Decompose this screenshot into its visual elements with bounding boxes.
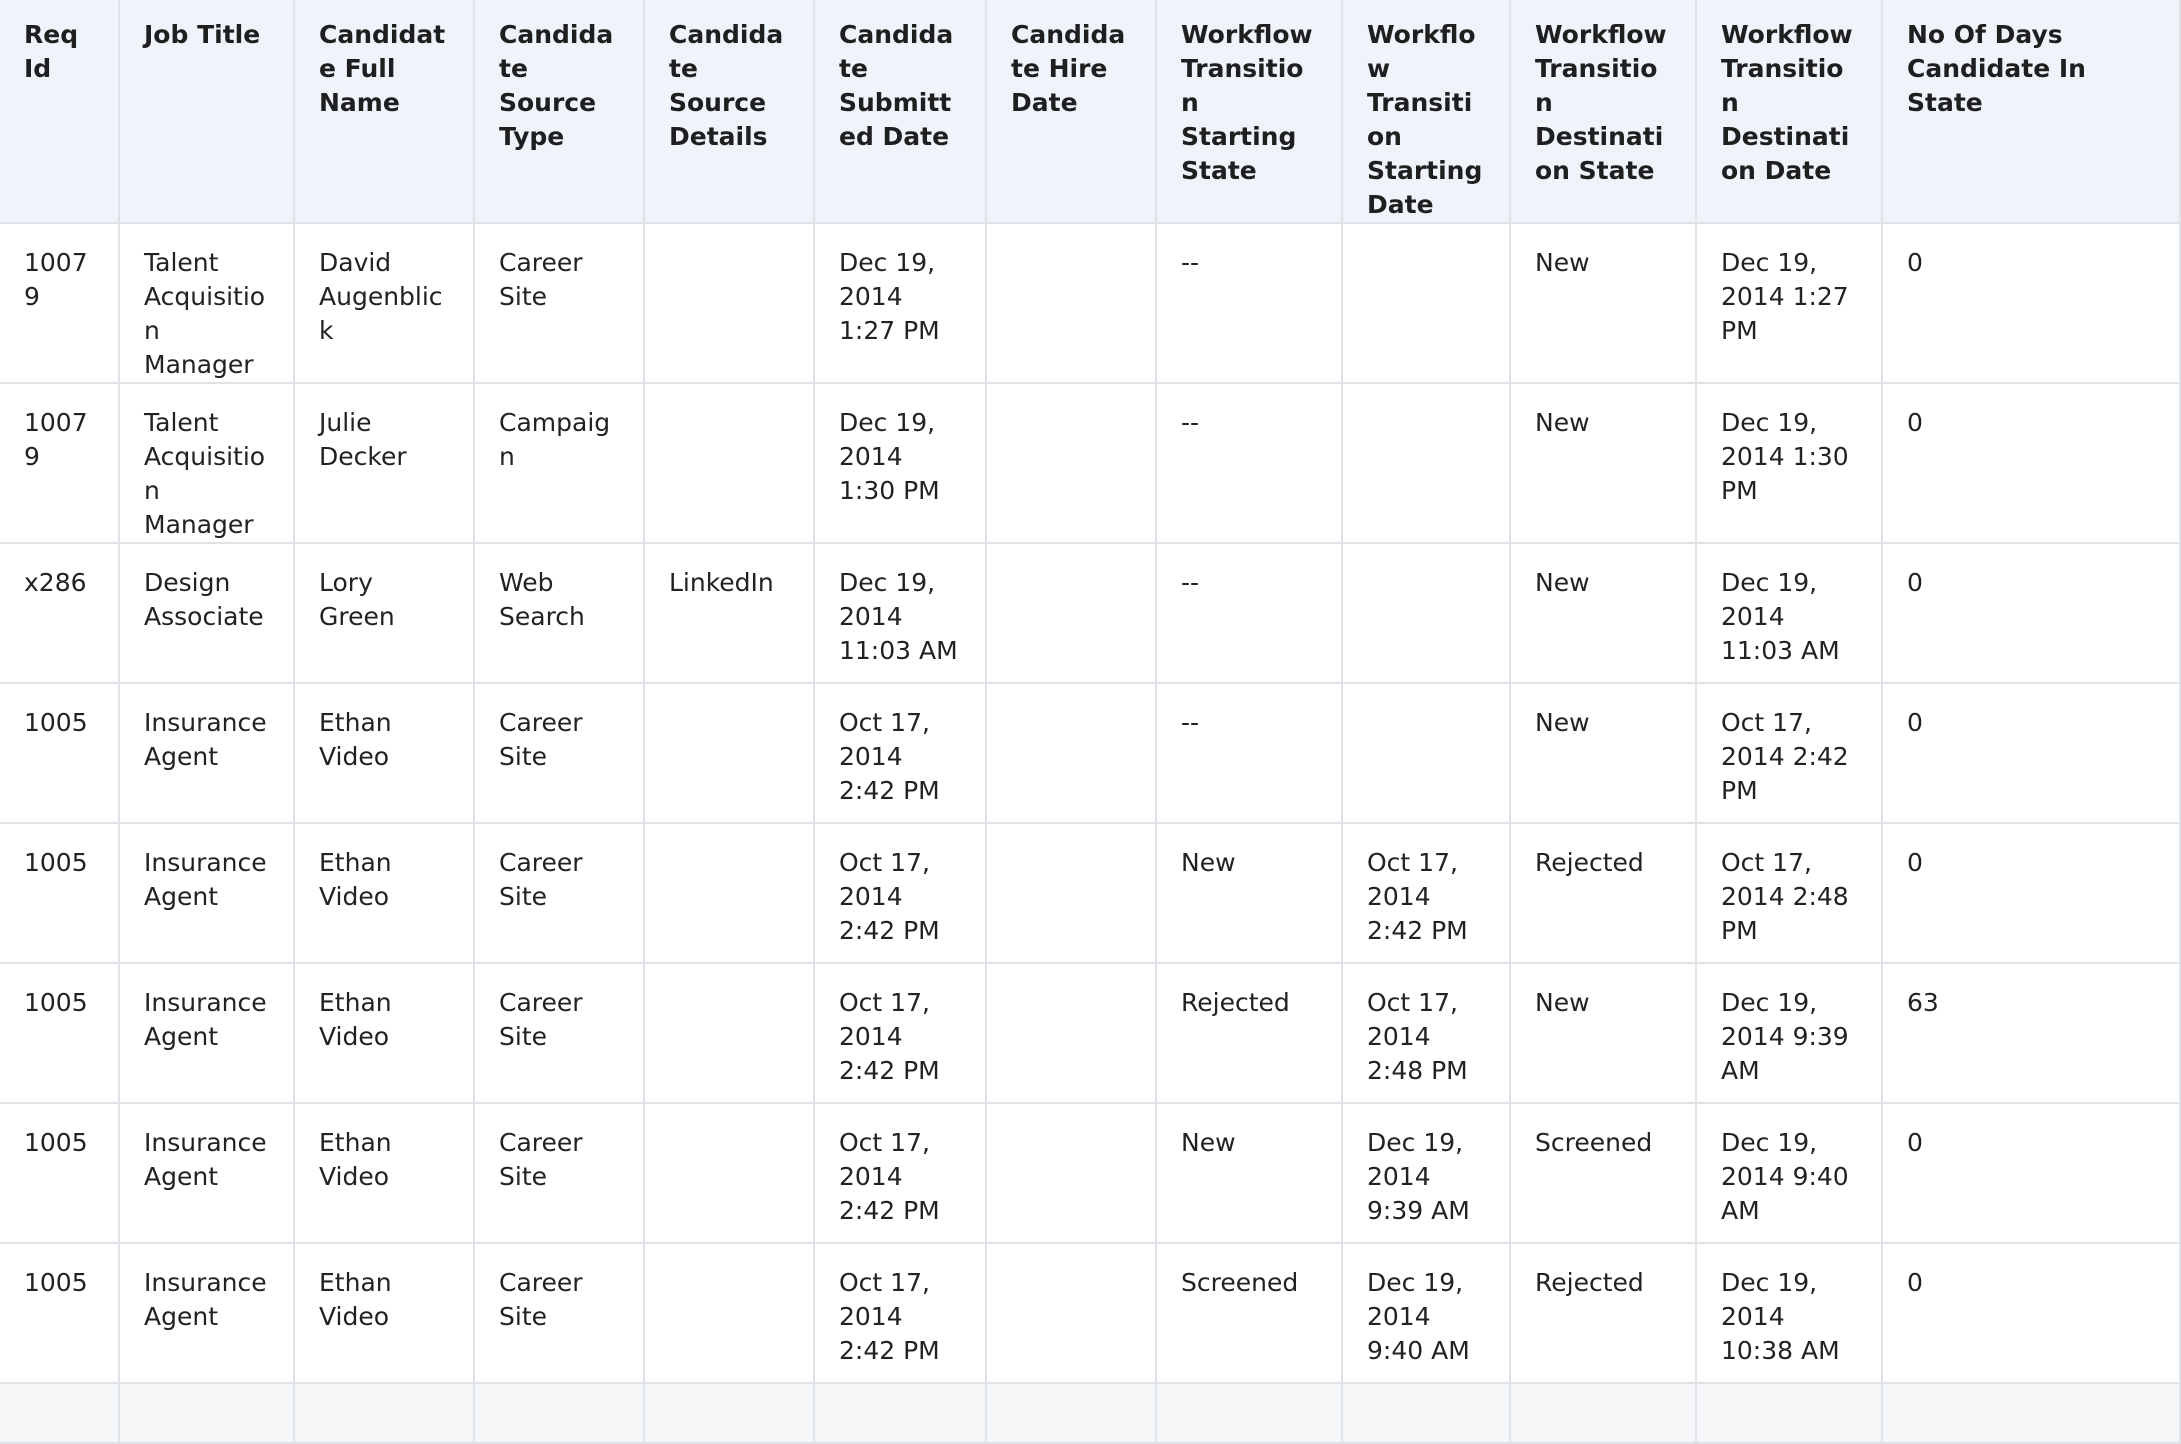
- cell-hire-date: [986, 1243, 1156, 1383]
- cell-source-details: [644, 823, 814, 963]
- table-row[interactable]: [0, 543, 2180, 683]
- cell-source-details: [644, 223, 814, 383]
- cell-destination-date: Dec 19, 2014 9:40 AM: [1696, 1103, 1882, 1243]
- table-body: [0, 223, 2180, 1443]
- cell-destination-state: Screened: [1510, 1103, 1696, 1243]
- cell-hire-date: [986, 683, 1156, 823]
- cell-submitted-date: Oct 17, 2014 2:42 PM: [814, 823, 986, 963]
- cell-source-details: LinkedIn: [644, 543, 814, 683]
- cell-destination-state: New: [1510, 383, 1696, 543]
- cell-days-in-state: 0: [1882, 1103, 2180, 1243]
- cell-source-details: [644, 1243, 814, 1383]
- cell-destination-date: Dec 19, 2014 9:39 AM: [1696, 963, 1882, 1103]
- cell-destination-date: Dec 19, 2014 1:27 PM: [1696, 223, 1882, 383]
- cell-starting-state: New: [1156, 823, 1342, 963]
- cell-starting-state: New: [1156, 1103, 1342, 1243]
- cell-submitted-date: Dec 19, 2014 1:30 PM: [814, 383, 986, 543]
- column-header-destination-state[interactable]: Workflow Transition Destination State: [1510, 0, 1696, 223]
- cell-job-title: Design Associate: [119, 543, 294, 683]
- column-header-candidate-submitted-date[interactable]: Candidate Submitted Date: [814, 0, 986, 223]
- column-header-job-title[interactable]: Job Title: [119, 0, 294, 223]
- cell-source-details: [644, 383, 814, 543]
- cell-starting-date: Dec 19, 2014 9:40 AM: [1342, 1243, 1510, 1383]
- cell-starting-state: --: [1156, 543, 1342, 683]
- cell-req-id: 1005: [0, 823, 119, 963]
- cell-source-type: Career Site: [474, 223, 644, 383]
- cell-starting-date: Dec 19, 2014 9:39 AM: [1342, 1103, 1510, 1243]
- cell-destination-date: Oct 17, 2014 2:42 PM: [1696, 683, 1882, 823]
- cell-candidate-name: Julie Decker: [294, 383, 474, 543]
- cell-destination-date: Dec 19, 2014 11:03 AM: [1696, 543, 1882, 683]
- column-header-starting-state[interactable]: Workflow Transition Starting State: [1156, 0, 1342, 223]
- header-row: [0, 0, 2180, 223]
- cell-source-type: Career Site: [474, 1103, 644, 1243]
- cell-days-in-state: 63: [1882, 963, 2180, 1103]
- table-row-partial: [0, 1383, 2180, 1443]
- cell-starting-state: --: [1156, 223, 1342, 383]
- cell-starting-date: [1342, 683, 1510, 823]
- cell-job-title: Insurance Agent: [119, 1103, 294, 1243]
- cell-hire-date: [986, 963, 1156, 1103]
- cell-submitted-date: Dec 19, 2014 11:03 AM: [814, 543, 986, 683]
- cell-source-type: Career Site: [474, 683, 644, 823]
- cell-days-in-state: 0: [1882, 823, 2180, 963]
- cell-submitted-date: Dec 19, 2014 1:27 PM: [814, 223, 986, 383]
- cell-source-type: Career Site: [474, 823, 644, 963]
- cell-source-type: Career Site: [474, 1243, 644, 1383]
- cell-source-type: Web Search: [474, 543, 644, 683]
- cell-hire-date: [986, 1103, 1156, 1243]
- cell-req-id: x286: [0, 543, 119, 683]
- cell-days-in-state: 0: [1882, 543, 2180, 683]
- cell-source-details: [644, 963, 814, 1103]
- table-row[interactable]: [0, 823, 2180, 963]
- column-header-destination-date[interactable]: Workflow Transition Destination Date: [1696, 0, 1882, 223]
- cell-candidate-name: Ethan Video: [294, 963, 474, 1103]
- cell-candidate-name: Ethan Video: [294, 823, 474, 963]
- table-row[interactable]: [0, 1243, 2180, 1383]
- cell-candidate-name: David Augenblick: [294, 223, 474, 383]
- cell-req-id: 1005: [0, 1103, 119, 1243]
- cell-destination-state: Rejected: [1510, 1243, 1696, 1383]
- cell-source-details: [644, 1103, 814, 1243]
- cell-req-id: 1005: [0, 963, 119, 1103]
- cell-destination-state: New: [1510, 683, 1696, 823]
- cell-destination-date: Oct 17, 2014 2:48 PM: [1696, 823, 1882, 963]
- cell-source-type: Career Site: [474, 963, 644, 1103]
- cell-req-id: 10079: [0, 223, 119, 383]
- cell-submitted-date: Oct 17, 2014 2:42 PM: [814, 963, 986, 1103]
- column-header-candidate-hire-date[interactable]: Candidate Hire Date: [986, 0, 1156, 223]
- cell-destination-date: Dec 19, 2014 10:38 AM: [1696, 1243, 1882, 1383]
- cell-starting-state: Screened: [1156, 1243, 1342, 1383]
- table-row[interactable]: [0, 963, 2180, 1103]
- column-header-candidate-full-name[interactable]: Candidate Full Name: [294, 0, 474, 223]
- cell-hire-date: [986, 383, 1156, 543]
- cell-days-in-state: 0: [1882, 683, 2180, 823]
- cell-starting-state: Rejected: [1156, 963, 1342, 1103]
- table-header: [0, 0, 2180, 223]
- cell-starting-date: Oct 17, 2014 2:48 PM: [1342, 963, 1510, 1103]
- cell-destination-state: New: [1510, 223, 1696, 383]
- cell-job-title: Insurance Agent: [119, 1243, 294, 1383]
- column-header-days-in-state[interactable]: No Of Days Candidate In State: [1882, 0, 2180, 223]
- cell-days-in-state: 0: [1882, 1243, 2180, 1383]
- cell-submitted-date: Oct 17, 2014 2:42 PM: [814, 1243, 986, 1383]
- cell-hire-date: [986, 543, 1156, 683]
- cell-source-type: Campaign: [474, 383, 644, 543]
- cell-job-title: Talent Acquisition Manager: [119, 383, 294, 543]
- cell-candidate-name: Ethan Video: [294, 1243, 474, 1383]
- cell-days-in-state: 0: [1882, 383, 2180, 543]
- table-row[interactable]: [0, 1103, 2180, 1243]
- cell-source-details: [644, 683, 814, 823]
- table-row[interactable]: [0, 683, 2180, 823]
- table-row[interactable]: [0, 223, 2180, 383]
- cell-job-title: Insurance Agent: [119, 683, 294, 823]
- cell-job-title: Insurance Agent: [119, 823, 294, 963]
- column-header-req-id[interactable]: Req Id: [0, 0, 119, 223]
- cell-starting-state: --: [1156, 383, 1342, 543]
- column-header-candidate-source-details[interactable]: Candidate Source Details: [644, 0, 814, 223]
- cell-hire-date: [986, 223, 1156, 383]
- cell-submitted-date: Oct 17, 2014 2:42 PM: [814, 1103, 986, 1243]
- cell-req-id: 10079: [0, 383, 119, 543]
- cell-job-title: Insurance Agent: [119, 963, 294, 1103]
- cell-job-title: Talent Acquisition Manager: [119, 223, 294, 383]
- cell-starting-date: [1342, 543, 1510, 683]
- cell-starting-date: [1342, 223, 1510, 383]
- cell-destination-state: New: [1510, 963, 1696, 1103]
- cell-starting-date: [1342, 383, 1510, 543]
- cell-destination-state: Rejected: [1510, 823, 1696, 963]
- cell-hire-date: [986, 823, 1156, 963]
- cell-destination-state: New: [1510, 543, 1696, 683]
- column-header-candidate-source-type[interactable]: Candidate Source Type: [474, 0, 644, 223]
- column-header-starting-date[interactable]: Workflow Transition Starting Date: [1342, 0, 1510, 223]
- cell-starting-date: Oct 17, 2014 2:42 PM: [1342, 823, 1510, 963]
- cell-candidate-name: Lory Green: [294, 543, 474, 683]
- cell-submitted-date: Oct 17, 2014 2:42 PM: [814, 683, 986, 823]
- cell-req-id: 1005: [0, 683, 119, 823]
- table-row[interactable]: [0, 383, 2180, 543]
- cell-days-in-state: 0: [1882, 223, 2180, 383]
- cell-starting-state: --: [1156, 683, 1342, 823]
- cell-candidate-name: Ethan Video: [294, 1103, 474, 1243]
- cell-candidate-name: Ethan Video: [294, 683, 474, 823]
- cell-req-id: 1005: [0, 1243, 119, 1383]
- cell-destination-date: Dec 19, 2014 1:30 PM: [1696, 383, 1882, 543]
